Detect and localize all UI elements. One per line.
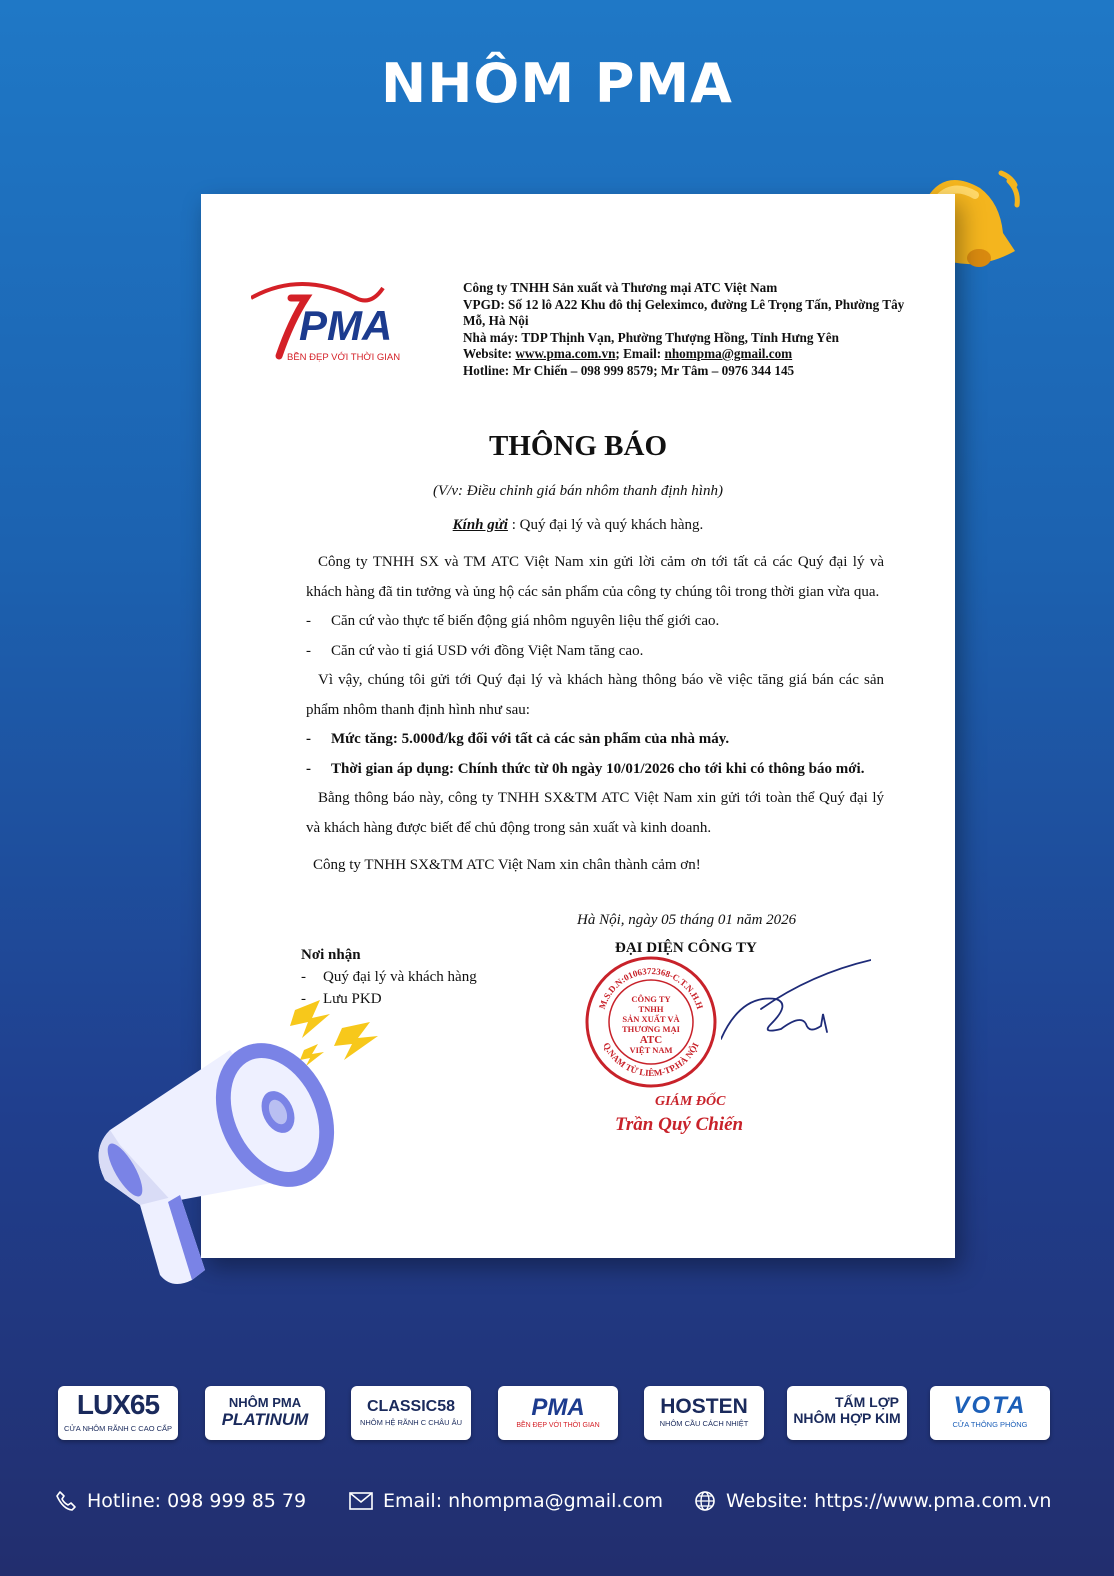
company-info	[463, 280, 933, 379]
svg-text:BỀN ĐẸP VỚI THỜI GIAN: BỀN ĐẸP VỚI THỜI GIAN	[287, 352, 401, 363]
website-link[interactable]: www.pma.com.vn	[515, 346, 616, 361]
stamp-line: ATC	[639, 1034, 663, 1046]
office-address-2: Mỗ, Hà Nội	[463, 313, 529, 328]
company-name: Công ty TNHH Sản xuất và Thương mại ATC Việt Nam	[463, 280, 778, 295]
pma-logo	[251, 276, 441, 366]
signature	[721, 954, 871, 1054]
stamp-line: TNHH	[638, 1004, 664, 1014]
list-item: - Căn cứ vào tỉ giá USD với đồng Việt Nam tăng cao.	[306, 637, 884, 667]
bullet-text: Căn cứ vào tỉ giá USD với đồng Việt Nam tăng cao.	[331, 642, 644, 659]
brand-logo-vota[interactable]: VOTA CỬA THÔNG PHÒNG	[930, 1386, 1050, 1440]
greeting-text: : Quý đại lý và quý khách hàng.	[507, 517, 704, 533]
stamp-ring-top: M.S.D.N:0106372368-C.T.N.H.H	[596, 965, 706, 1011]
effective-date: Thời gian áp dụng: Chính thức từ 0h ngày 10/01/2026 cho tới khi có thông báo mới.	[331, 760, 865, 777]
intro-paragraph: Công ty TNHH SX và TM ATC Việt Nam xin gửi lời cảm ơn tới tất cả các Quý đại lý và khách hàng đã tin tưởng và ủng hộ các sản phẩm của công ty chúng tôi trong thời gian vừa qua.	[306, 554, 884, 600]
mail-icon	[349, 1492, 373, 1510]
megaphone-icon	[80, 980, 400, 1300]
greeting-label: Kính gửi	[452, 517, 508, 533]
stamp-line: SẢN XUẤT VÀ	[622, 1014, 680, 1024]
recipient-1: Quý đại lý và khách hàng	[323, 969, 477, 985]
director-block	[615, 1094, 775, 1136]
email-label: ; Email:	[615, 346, 665, 361]
footer	[0, 1490, 1114, 1520]
brand-logo-classic58[interactable]: CLASSIC58 NHÔM HỆ RÃNH C CHÂU ÂU	[351, 1386, 471, 1440]
stamp-ring-bottom: Q.NAM TỪ LIÊM-TP.HÀ NỘI	[601, 1040, 701, 1079]
footer-hotline[interactable]	[55, 1490, 306, 1512]
brand-logo-platinum[interactable]: NHÔM PMA PLATINUM	[205, 1386, 325, 1440]
company-stamp	[581, 952, 721, 1092]
date-line: Hà Nội, ngày 05 tháng 01 năm 2026	[577, 912, 797, 928]
bullet-text: Căn cứ vào thực tế biến động giá nhôm nguyên liệu thế giới cao.	[331, 613, 720, 629]
price-increase: Mức tăng: 5.000đ/kg đối với tất cả các sản phẩm của nhà máy.	[331, 731, 730, 747]
greeting	[201, 517, 955, 534]
globe-icon	[694, 1490, 716, 1512]
footer-email-text: Email: nhompma@gmail.com	[383, 1490, 663, 1512]
notice-body	[306, 548, 884, 881]
thanks-line: Công ty TNHH SX&TM ATC Việt Nam xin chân thành cảm ơn!	[313, 857, 701, 873]
brand-logo-hosten[interactable]: HOSTEN NHÔM CẦU CÁCH NHIỆT	[644, 1386, 764, 1440]
page-title: NHÔM PMA	[381, 52, 733, 115]
list-item: - Lưu PKD	[301, 988, 477, 1010]
brand-sub: NHÔM HỢP KIM	[793, 1410, 901, 1426]
stamp-line: VIỆT NAM	[629, 1045, 673, 1055]
hotline-line: Hotline: Mr Chiến – 098 999 8579; Mr Tâm – 0976 344 145	[463, 362, 795, 378]
footer-website[interactable]	[694, 1490, 1051, 1512]
brand-logo-pma[interactable]: PMA BỀN ĐẸP VỚI THỜI GIAN	[498, 1386, 618, 1440]
director-title: GIÁM ĐỐC	[655, 1094, 726, 1109]
notice-title: THÔNG BÁO	[488, 430, 668, 462]
factory-address: Nhà máy: TDP Thịnh Vạn, Phường Thượng Hồng, Tỉnh Hưng Yên	[463, 329, 839, 345]
website-label: Website:	[463, 346, 516, 361]
representative-title: ĐẠI DIỆN CÔNG TY	[615, 940, 757, 956]
decision-paragraph: Vì vậy, chúng tôi gửi tới Quý đại lý và khách hàng thông báo về việc tăng giá bán các sản phẩm nhôm thanh định hình như sau:	[306, 672, 884, 718]
footer-email[interactable]	[349, 1490, 663, 1512]
list-item: - Căn cứ vào thực tế biến động giá nhôm nguyên liệu thế giới cao.	[306, 607, 884, 637]
recipient-2: Lưu PKD	[323, 991, 382, 1007]
recipients-title: Nơi nhận	[301, 947, 361, 963]
notice-subject: (V/v: Điều chỉnh giá bán nhôm thanh định hình)	[433, 483, 723, 499]
brand-logo-lux65[interactable]: LUX65 CỬA NHÔM RÃNH C CAO CẤP	[58, 1386, 178, 1440]
office-address-1: VPGD: Số 12 lô A22 Khu đô thị Geleximco, đường Lê Trọng Tấn, Phường Tây	[463, 296, 905, 312]
director-name: Trần Quý Chiến	[615, 1114, 744, 1135]
brand-sub: NHÔM HỆ RÃNH C CHÂU ÂU	[359, 1418, 463, 1427]
stamp-line: THƯƠNG MẠI	[621, 1024, 681, 1034]
stamp-line: CÔNG TY	[631, 994, 671, 1004]
brand-logo-tam-lop[interactable]: TẤM LỢP NHÔM HỢP KIM	[787, 1386, 907, 1440]
list-item: - Mức tăng: 5.000đ/kg đối với tất cả các sản phẩm của nhà máy.	[306, 725, 884, 755]
email-link[interactable]: nhompma@gmail.com	[664, 346, 793, 361]
phone-icon	[55, 1490, 77, 1512]
brand-strip	[58, 1386, 1058, 1444]
closing-paragraph: Bằng thông báo này, công ty TNHH SX&TM ATC Việt Nam xin gửi tới toàn thể Quý đại lý và khách hàng được biết để chủ động trong sản xuất và kinh doanh.	[306, 790, 884, 836]
brand-sub: NHÔM CẦU CÁCH NHIỆT	[659, 1419, 749, 1428]
list-item: - Thời gian áp dụng: Chính thức từ 0h ngày 10/01/2026 cho tới khi có thông báo mới.	[306, 755, 884, 785]
brand-sub: CỬA NHÔM RÃNH C CAO CẤP	[63, 1424, 173, 1433]
brand-sub: CỬA THÔNG PHÒNG	[952, 1420, 1028, 1429]
brand-sub: PLATINUM	[221, 1410, 309, 1429]
footer-hotline-text: Hotline: 098 999 85 79	[87, 1490, 307, 1512]
svg-text:PMA: PMA	[299, 302, 393, 349]
brand-sub: BỀN ĐẸP VỚI THỜI GIAN	[516, 1422, 600, 1429]
list-item: - Quý đại lý và khách hàng	[301, 966, 477, 988]
footer-website-text: Website: https://www.pma.com.vn	[726, 1490, 1052, 1512]
contact-line	[463, 346, 933, 363]
